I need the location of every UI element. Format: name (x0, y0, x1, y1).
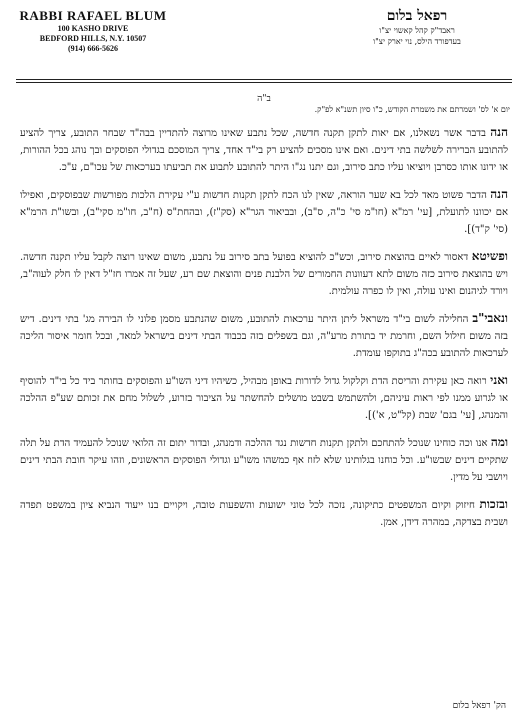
dateline: יום א' לס' ושמרתם את משמרת הקודש, כ"ו סיון תשנ"א לפ"ק. (314, 105, 510, 114)
hebrew-letterhead (332, 8, 502, 47)
english-letterhead (18, 8, 168, 54)
paragraph-lead-word: הנה (490, 187, 508, 201)
paragraph (20, 434, 508, 486)
paragraph-lead-word: הנה (490, 125, 508, 139)
paragraph-lead-word: ואני (490, 373, 508, 387)
paragraph (20, 310, 508, 362)
paragraph-lead-word: ופשיטא (471, 249, 508, 263)
paragraph-text: בדבר אשר נשאלנו, אם יאות לתקן תקנה חדשה, שכל נתבע שאינו מרוצה להתדיין בבה"ד שבחר התובע, צריך להציע להתובע הברירה לשלשה בתי דינים. ואם אינו מסכים להציע רק בי"ד אחד, צריך המוסכם בגדולי הפוסקים ובך נוהג בכל ההורות, או ידונו אותו כסרבן ויוציאו עליו כתב סירוב, וגם יתנו נג"ו היתר להתובע לתבוע את תביעתו בערכאות של עכו"ם, ע"כ. (20, 128, 508, 173)
signature: הק' רפאל בלום (452, 701, 506, 711)
paragraph-text: הדבר פשוט מאד לכל בא שער הוראה, שאין לנו הכח לתקן תקנות חדשות ע"י עקירת הלכות מפורשות שבפוסקים, ואפילו אם יכוונו לתועלת, [עי' רמ"א (חו"מ סי' כ"ה, ס"ב), ובביאור הגר"א (סק"ז), ובהחת"ס (ח"ב, חו"מ סקי"ב), ובשו"ת הרמ"א (סי' ק"ד)]. (20, 190, 508, 235)
paragraph-lead-word: ונאבי"ב (472, 311, 508, 325)
paragraph-text: חיזוק וקיום המשפטים כתיקונה, נזכה לכל טוני ישועות והשפעות טובה, ויקויים בנו ייעוד הנביא ציון במשפט תפדה ושבית בצדקה, במהרה דידן, אמן. (20, 500, 508, 528)
paragraph-lead-word: ובזכות (479, 497, 508, 511)
rabbi-name-hebrew: רפאל בלום (386, 8, 448, 24)
letterhead-divider (16, 79, 512, 80)
paragraph (20, 186, 508, 238)
header-mark: ב"ה (257, 94, 271, 104)
address-line-1: 100 KASHO DRIVE (57, 24, 129, 33)
hebrew-title-line-1: ראבד"ק קהל קאשוי יצ"ו (379, 26, 455, 35)
paragraph (20, 248, 508, 300)
letter-body (20, 124, 508, 541)
paragraph (20, 496, 508, 531)
address-line-2: BEDFORD HILLS, N.Y. 10507 (39, 34, 147, 43)
paragraph-text: דאסור לאיים בהוצאת סירוב, וכש"כ להוציא בפועל בתב סירוב על נתבע, משום שאינו רוצה לקבל עליו תקנה חדשה. ויש בהוצאת סירוב כזה משום לתא דעוונות החמורים של הלבנת פנים והוצאת שם רע, שעל זה אמרו חז"ל דאין לו חלק לעוה"ב, ויורד לגיהנום ואינו עולה, ואין לו כפרה עולמית. (20, 252, 508, 297)
paragraph-text: אנו וכה כוחינו שנוכל להתחכם ולתקן תקנות חדשות נגד ההלכה ודמנהג, ובדור יתום זה הלואי שנוכל להעמיד הדת על תלה שתקיים דינים שבשו"ע. וכל כוחנו בגלותינו שלא לזוז אף כמשהו משו"ע וגדולי הפוסקים הראשונים, וזהו עיקר חובת הבתי דינים ויושבי על מדין. (20, 438, 509, 483)
paragraph-lead-word: ומה (490, 435, 509, 449)
paragraph (20, 372, 508, 424)
paragraph-text: החלילה לשום בי"ד משראל ליתן היתר ערכאות להתובע, משום שהנתבע מסמן פלוני לו הבירה מג' בתי דינים. דיש בזה משום חילול השם, וחרמת יד בתורת מרע"ה, וגם בשפלים בזה בכבוד הבתי דינים בישראל למאד, ובכל חומר איסור הליכה לערכאות להתובע בכה"ג בתוקפו עומדת. (20, 314, 508, 359)
hebrew-title-line-2: בעדפורד הילס, נוי יארק יצ"ו (373, 37, 461, 46)
letterhead-divider-thin (16, 82, 512, 83)
phone-number: (914) 666-5626 (68, 44, 118, 53)
paragraph (20, 124, 508, 176)
paragraph-text: רואה כאן עקירת והריסת הדת וקלקול גדול לדורות באופן מבהיל, כשיהיו דיני השו"ע והפוסקים בחותר ביד כל בי"ד להוסיף או לגרוע ממנו לפי ראות עיניהם, ולהשתמש בשבט מושלים להחשתר על הציבור בזרוע, לשלול מחם את זכותם שע"פ ההלכה והמנהג, [עי' בגם' שבת (קל"ט, א')]. (20, 376, 508, 421)
rabbi-name-english: RABBI RAFAEL BLUM (19, 8, 167, 23)
